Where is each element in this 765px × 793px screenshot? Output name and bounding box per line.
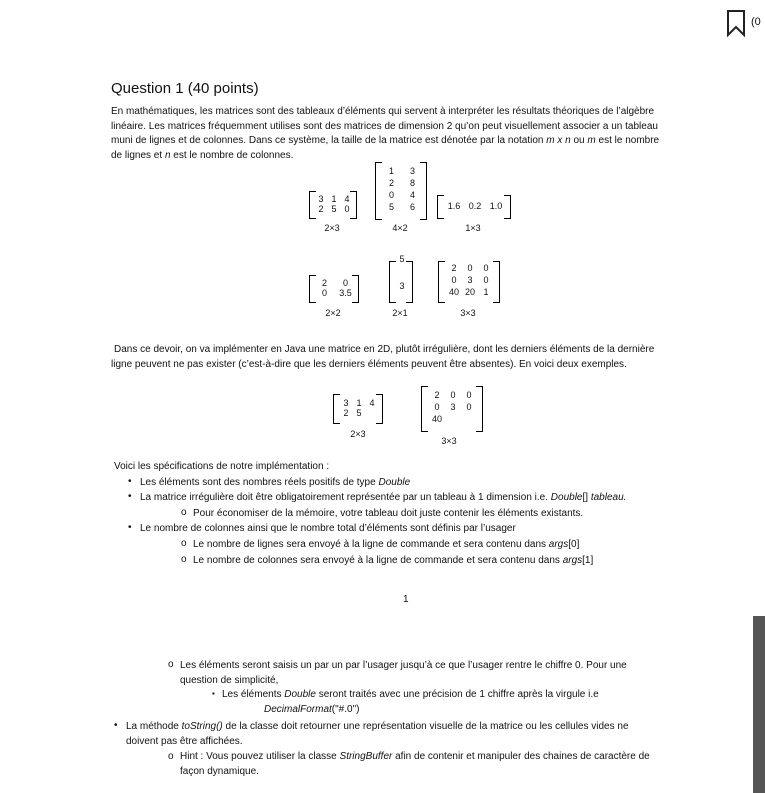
matrix-cell: 0 — [467, 263, 473, 273]
bullet-dot: • — [114, 720, 118, 731]
matrix — [333, 394, 383, 424]
bullet-circle: o — [168, 751, 174, 762]
matrix-cell: 3 — [409, 166, 415, 176]
matrix-cell: 0 — [321, 288, 327, 298]
matrix — [437, 195, 511, 219]
matrix-cell: 1.6 — [447, 201, 461, 211]
bookmark-label: (0 — [751, 16, 761, 28]
spec-item-3-sub-1: Le nombre de lignes sera envoyé à la ligne de commande et sera contenu dans args[0] — [193, 539, 580, 550]
matrix — [309, 191, 357, 219]
matrix-cell: 4 — [344, 194, 350, 204]
matrix-cell: 20 — [464, 287, 475, 297]
matrix — [438, 261, 500, 303]
matrix-cell: 0 — [434, 402, 440, 412]
matrix-cell: 3 — [318, 194, 324, 204]
matrix-cell: 6 — [409, 202, 415, 212]
matrix-cell: 1.0 — [489, 201, 503, 211]
matrix-cell: 8 — [409, 178, 415, 188]
matrix-cell: 3 — [343, 398, 349, 408]
bullet-dot: • — [128, 491, 132, 502]
matrix-cell: 5 — [399, 254, 405, 264]
matrix-dimension-label: 2×3 — [350, 429, 366, 439]
matrix-cell: 0 — [451, 275, 457, 285]
bullet-circle: o — [181, 507, 187, 518]
matrix — [389, 254, 413, 303]
spec-item-3: Le nombre de colonnes ainsi que le nombre total d’éléments sont définis par l’usager — [140, 523, 516, 534]
p2-hint: Hint : Vous pouvez utiliser la classe StringBuffer afin de contenir et manipuler des chaines de caractère de façon dynamique. — [180, 751, 650, 777]
intro-line-1: En mathématiques, les matrices sont des tableaux d’éléments qui servent à interpréter les résultats théoriques de l’algèbre — [111, 106, 655, 117]
matrix-cell: 1 — [388, 166, 394, 176]
matrix-cell: 0 — [466, 402, 472, 412]
devoir-line-1: Dans ce devoir, on va implémenter en Java une matrice en 2D, plutôt irrégulière, dont les derniers éléments de la dernière — [114, 344, 655, 355]
matrix-cell: 3 — [399, 281, 405, 291]
matrix-cell: 0 — [466, 390, 472, 400]
matrix-dimension-label: 1×3 — [465, 223, 481, 233]
matrix-dimension-label: 4×2 — [392, 223, 408, 233]
matrix-cell: 1 — [331, 194, 337, 204]
question-title: Question 1 (40 points) — [111, 80, 259, 97]
p2-sub-1: Les éléments seront saisis un par un par l’usager jusqu’à ce que l’usager rentre le chiffre 0. Pour une question de simplicité, — [180, 660, 627, 686]
bullet-circle: o — [181, 538, 187, 549]
matrix-cell: 2 — [451, 263, 457, 273]
matrix-cell: 0 — [483, 275, 489, 285]
bullet-dot: • — [128, 476, 132, 487]
spec-item-1: Les éléments sont des nombres réels positifs de type Double — [140, 477, 411, 488]
matrix-cell: 5 — [388, 202, 394, 212]
devoir-line-2: ligne peuvent ne pas exister (c’est-à-dire que les derniers éléments peuvent être absentes). En voici deux exemples. — [111, 358, 627, 370]
bookmark-icon[interactable] — [726, 9, 746, 37]
page-number: 1 — [403, 594, 409, 605]
matrix-cell: 2 — [434, 390, 440, 400]
matrix-cell: 4 — [409, 190, 415, 200]
matrix-cell: 0 — [388, 190, 394, 200]
matrix-dimension-label: 3×3 — [441, 436, 457, 446]
devoir-paragraph — [111, 343, 711, 372]
matrix — [375, 162, 427, 220]
bullet-square: ▪ — [212, 689, 215, 698]
matrix-cell: 5 — [356, 408, 362, 418]
matrix-cell: 3 — [467, 275, 473, 285]
matrix — [421, 386, 483, 432]
matrix-cell: 4 — [369, 398, 375, 408]
matrix-cell: 0 — [483, 263, 489, 273]
matrix-cell: 2 — [343, 408, 349, 418]
matrix-cell: 2 — [388, 178, 394, 188]
matrix-dimension-label: 3×3 — [460, 308, 476, 318]
matrix-cell: 1 — [483, 287, 489, 297]
bullet-circle: o — [168, 659, 174, 670]
spec-intro: Voici les spécifications de notre implémentation : — [114, 461, 330, 472]
matrix-cell: 40 — [431, 414, 442, 424]
p2-sub-2: Les éléments Double seront traités avec une précision de 1 chiffre après la virgule i.e DecimalFormat("#.0") — [222, 689, 599, 715]
intro-line-2: linéaire. Les matrices fréquemment utilises sont des matrices de dimension 2 qu’on peut visuellement associer a un tableau — [111, 120, 658, 132]
spec-item-3-sub-2: Le nombre de colonnes sera envoyé à la ligne de commande et sera contenu dans args[1] — [193, 555, 594, 566]
bullet-dot: • — [128, 522, 132, 533]
scrollbar-thumb[interactable] — [753, 616, 765, 793]
matrix-cell: 2 — [321, 278, 327, 288]
intro-line-4: de lignes et n est le nombre de colonnes. — [111, 149, 294, 161]
matrix-cell: 3.5 — [339, 288, 352, 298]
p2-tostring-item: La méthode toString() de la classe doit retourner une représentation visuelle de la matrice ou les cellules vides ne doivent pas être affichées. — [126, 721, 629, 747]
matrix-cell: 0 — [342, 278, 348, 288]
matrix-cell: 0.2 — [468, 201, 482, 211]
spec-item-2-sub: Pour économiser de la mémoire, votre tableau doit juste contenir les éléments existants. — [193, 508, 584, 519]
bullet-circle: o — [181, 554, 187, 565]
intro-paragraph — [111, 105, 711, 163]
matrix-dimension-label: 2×1 — [392, 308, 408, 318]
matrix-cell: 1 — [356, 398, 362, 408]
matrix-cell: 40 — [448, 287, 459, 297]
matrix-cell: 3 — [450, 402, 456, 412]
intro-line-3: muni de lignes et de colonnes. Dans ce système, la taille de la matrice est dénotée par la notation m x n ou m est le nombre — [111, 135, 660, 146]
matrix-cell: 0 — [344, 204, 350, 214]
matrix-cell: 5 — [331, 204, 337, 214]
matrix-dimension-label: 2×2 — [325, 308, 341, 318]
matrix-cell: 2 — [318, 204, 324, 214]
spec-item-2: La matrice irrégulière doit être obligatoirement représentée par un tableau à 1 dimension i.e. Double[] tableau. — [140, 492, 627, 503]
matrix-dimension-label: 2×3 — [324, 223, 340, 233]
matrix — [309, 275, 359, 303]
matrix-cell: 0 — [450, 390, 456, 400]
